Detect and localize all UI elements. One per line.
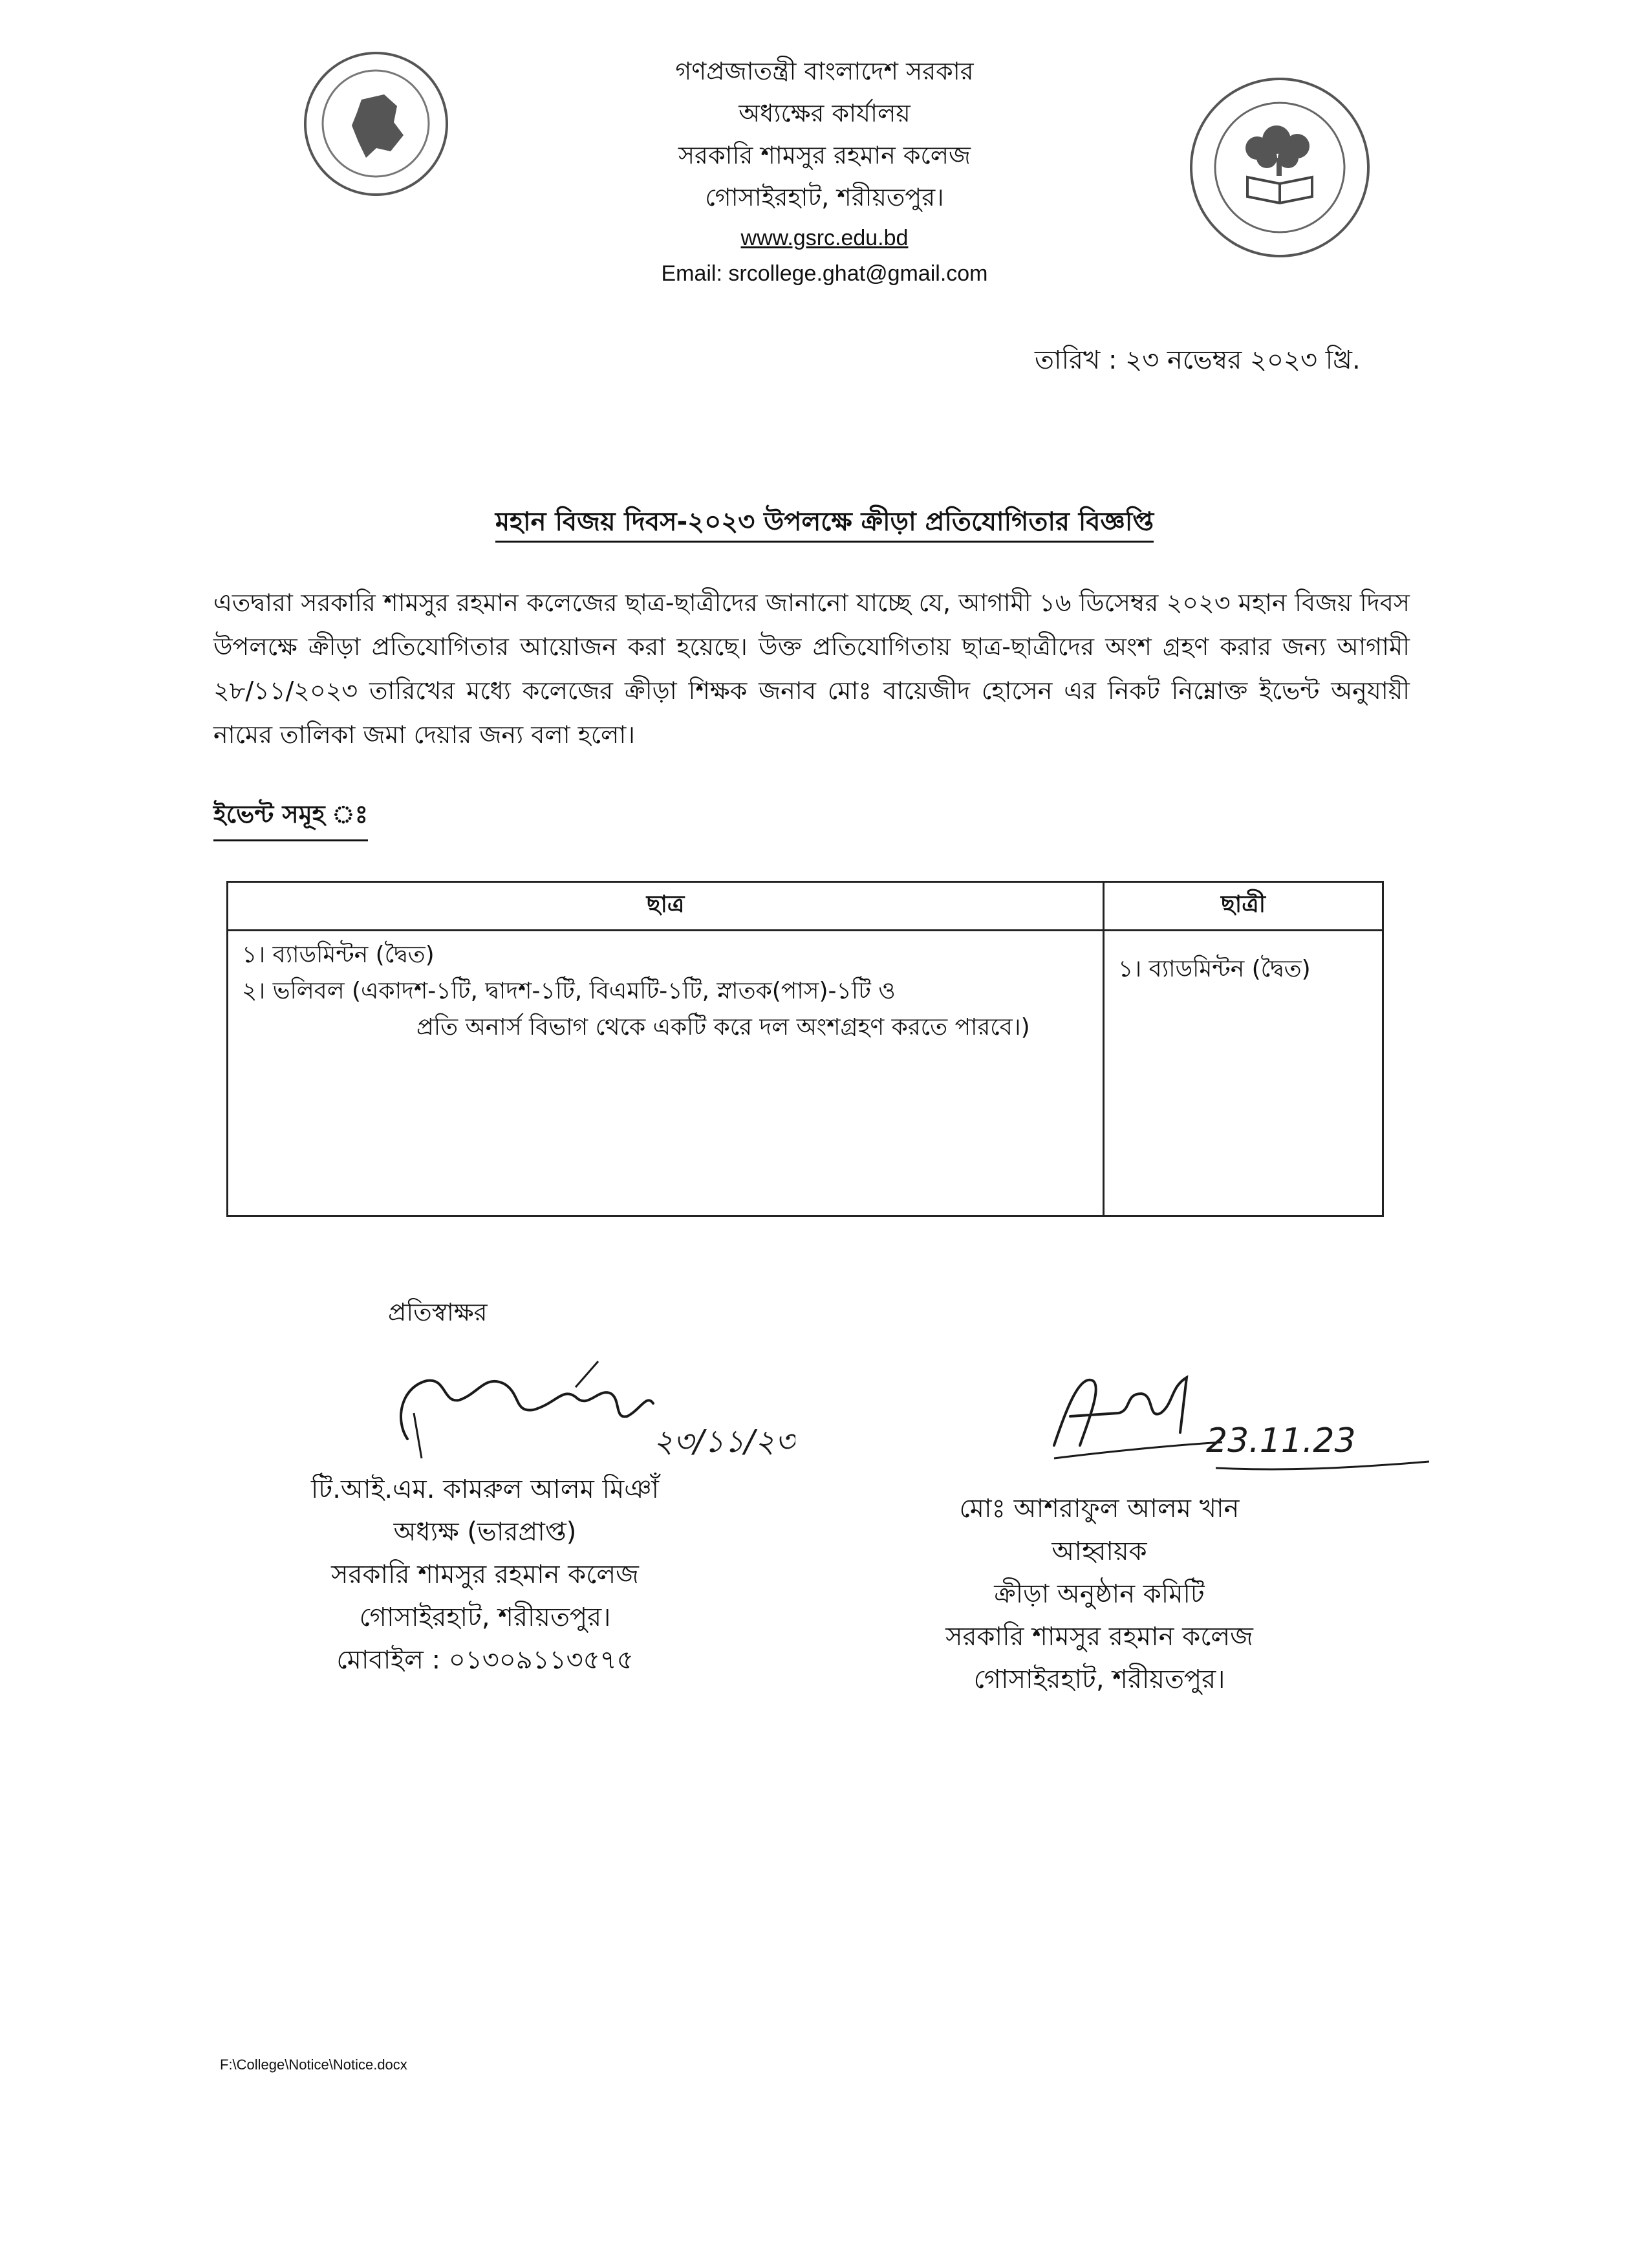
- convener-signature-block: [873, 1487, 1326, 1701]
- principal-mobile: মোবাইল : ০১৩০৯১১৩৫৭৫: [336, 1645, 634, 1675]
- principal-signature-date: ২৩/১১/২৩: [653, 1423, 795, 1460]
- convener-name: মোঃ আশরাফুল আলম খান: [959, 1494, 1240, 1524]
- girls-events-cell: [1104, 931, 1383, 1216]
- convener-address: গোসাইরহাট, শরীয়তপুর।: [973, 1665, 1225, 1694]
- notice-title: মহান বিজয় দিবস-২০২৩ উপলক্ষে ক্রীড়া প্রতিযোগিতার বিজ্ঞপ্তি: [495, 507, 1154, 543]
- girls-event-item: ১। ব্যাডমিন্টন (দ্বৈত): [1118, 956, 1311, 982]
- column-header-boys: ছাত্র: [228, 882, 1104, 931]
- boys-event-item: ১। ব্যাডমিন্টন (দ্বৈত): [242, 942, 435, 968]
- events-heading: ইভেন্ট সমূহ ঃ: [213, 795, 368, 841]
- column-header-girls: ছাত্রী: [1104, 882, 1383, 931]
- convener-signature: [1041, 1348, 1455, 1484]
- notice-body: এতদ্বারা সরকারি শামসুর রহমান কলেজের ছাত্র-ছাত্রীদের জানানো যাচ্ছে যে, আগামী ১৬ ডিসেম্বর ২০২৩ মহান বিজয় দিবস উপলক্ষে ক্রীড়া প্রতিযোগিতার আয়োজন করা হয়েছে। উক্ত প্রতিযোগিতায় ছাত্র-ছাত্রীদের অংশ গ্রহণ করার জন্য আগামী ২৮/১১/২০২৩ তারিখের মধ্যে কলেজের ক্রীড়া শিক্ষক জনাব মোঃ বায়েজীদ হোসেন এর নিকট নিম্নোক্ত ইভেন্ট অনুযায়ী নামের তালিকা জমা দেয়ার জন্য বলা হলো।: [213, 589, 1410, 749]
- countersign-label: প্রতিস্বাক্ষর: [388, 1298, 488, 1326]
- convener-signature-date: 23.11.23: [1206, 1421, 1356, 1460]
- website-link[interactable]: www.gsrc.edu.bd: [740, 226, 909, 250]
- header-college-name: সরকারি শামসুর রহমান কলেজ: [678, 141, 971, 169]
- principal-name: টি.আই.এম. কামরুল আলম মিঞাঁ: [310, 1474, 660, 1504]
- notice-date: তারিখ : ২৩ নভেম্বর ২০২৩ খ্রি.: [1035, 345, 1361, 375]
- header-office: অধ্যক্ষের কার্যালয়: [738, 99, 911, 127]
- events-table: [226, 881, 1384, 1217]
- boys-event-item: ২। ভলিবল (একাদশ-১টি, দ্বাদশ-১টি, বিএমটি-১টি, স্নাতক(পাস)-১টি ও: [242, 978, 896, 1004]
- boys-event-item: প্রতি অনার্স বিভাগ থেকে একটি করে দল অংশগ্রহণ করতে পারবে।): [416, 1014, 1030, 1041]
- principal-signature-block: [259, 1468, 711, 1681]
- boys-events-cell: [228, 931, 1104, 1216]
- convener-committee: ক্রীড়া অনুষ্ঠান কমিটি: [994, 1579, 1205, 1609]
- principal-designation: অধ্যক্ষ (ভারপ্রাপ্ত): [393, 1517, 577, 1547]
- principal-address: গোসাইরহাট, শরীয়তপুর।: [359, 1603, 611, 1632]
- file-path: F:\College\Notice\Notice.docx: [220, 2057, 407, 2073]
- principal-signature: [382, 1348, 795, 1471]
- header-address: গোসাইরহাট, শরীয়তপুর।: [705, 183, 944, 211]
- email-line: Email: srcollege.ghat@gmail.com: [661, 261, 988, 286]
- convener-designation: আহ্বায়ক: [1051, 1537, 1147, 1566]
- principal-college: সরকারি শামসুর রহমান কলেজ: [331, 1560, 639, 1590]
- convener-college: সরকারি শামসুর রহমান কলেজ: [945, 1622, 1253, 1652]
- header-government: গণপ্রজাতন্ত্রী বাংলাদেশ সরকার: [675, 57, 974, 85]
